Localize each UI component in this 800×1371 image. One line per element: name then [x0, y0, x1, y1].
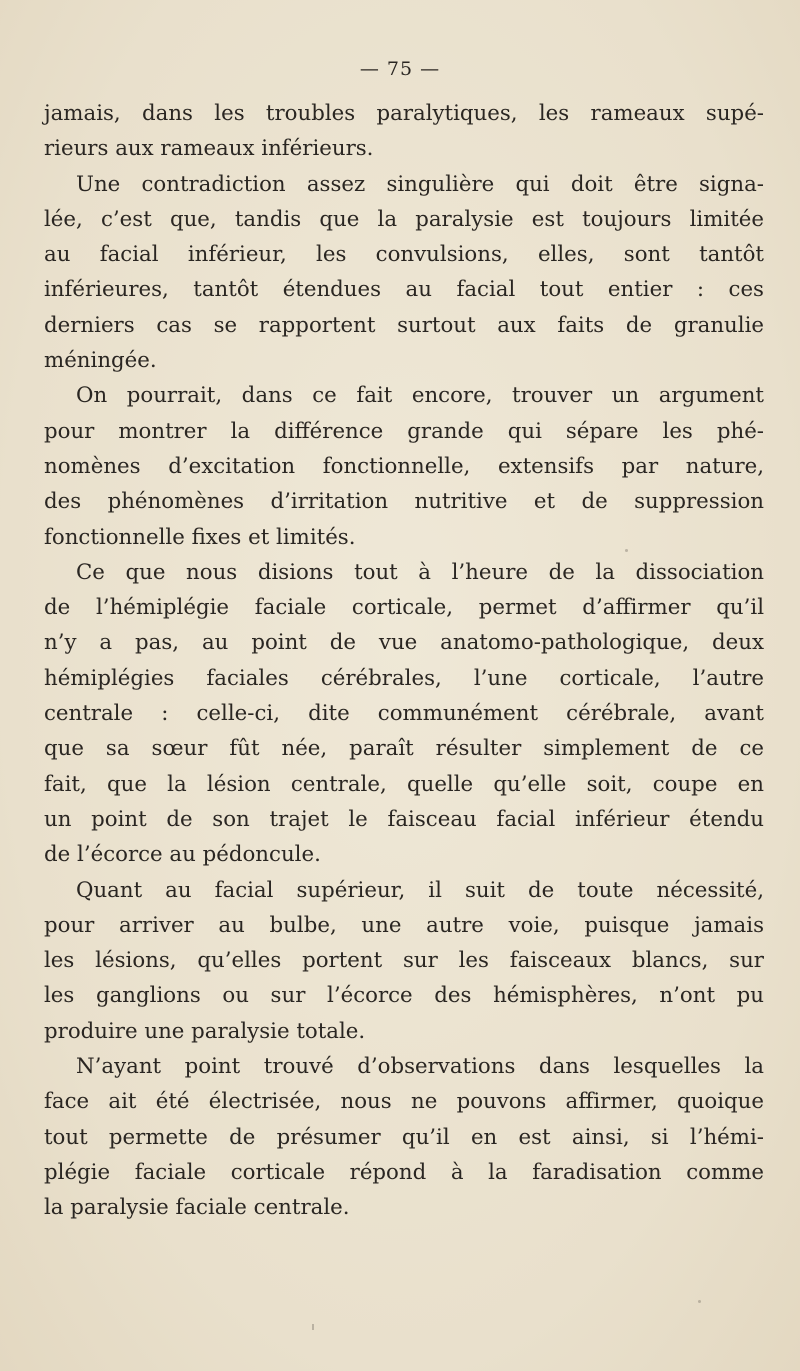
text-line: n’y a pas, au point de vue anatomo-pathologique, deux — [44, 630, 764, 656]
text-line: lée, c’est que, tandis que la paralysie est toujours limitée — [44, 206, 764, 232]
text-line: tout permette de présumer qu’il en est ainsi, si l’hémi- — [44, 1124, 764, 1150]
text-line: centrale : celle-ci, dite communément cérébrale, avant — [44, 701, 764, 727]
text-line: hémiplégies faciales cérébrales, l’une corticale, l’autre — [44, 665, 764, 691]
text-line: fonctionnelle fixes et limités. — [44, 524, 356, 550]
text-line: les ganglions ou sur l’écorce des hémisphères, n’ont pu — [44, 983, 764, 1009]
text-line: plégie faciale corticale répond à la faradisation comme — [44, 1159, 764, 1185]
text-line: rieurs aux rameaux inférieurs. — [44, 136, 374, 162]
text-line: nomènes d’excitation fonctionnelle, extensifs par nature, — [44, 453, 764, 479]
text-line: des phénomènes d’irritation nutritive et de suppression — [44, 489, 764, 515]
text-line: un point de son trajet le faisceau facial inférieur étendu — [44, 806, 764, 832]
text-line: fait, que la lésion centrale, quelle qu’elle soit, coupe en — [44, 771, 764, 797]
text-line: derniers cas se rapportent surtout aux faits de granulie — [44, 312, 764, 338]
paragraph-start-line: On pourrait, dans ce fait encore, trouver un argument — [76, 383, 764, 409]
text-line: méningée. — [44, 348, 157, 374]
page-number: — 75 — — [359, 58, 441, 80]
text-line: au facial inférieur, les convulsions, elles, sont tantôt — [44, 242, 764, 268]
body-text — [44, 96, 764, 1226]
text-line: jamais, dans les troubles paralytiques, les rameaux supé- — [44, 101, 764, 126]
text-line: que sa sœur fût née, paraît résulter simplement de ce — [44, 736, 764, 762]
paragraph-start-line: Quant au facial supérieur, il suit de toute nécessité, — [76, 877, 764, 903]
text-line: pour arriver au bulbe, une autre voie, puisque jamais — [44, 912, 764, 938]
text-line: pour montrer la différence grande qui sépare les phé- — [44, 418, 764, 444]
text-line: face ait été électrisée, nous ne pouvons affirmer, quoique — [44, 1089, 764, 1115]
text-line: inférieures, tantôt étendues au facial tout entier : ces — [44, 277, 764, 303]
paragraph-start-line: Ce que nous disions tout à l’heure de la dissociation — [76, 559, 764, 585]
text-line: la paralysie faciale centrale. — [44, 1195, 350, 1221]
paper-speck — [625, 549, 628, 552]
paper-speck — [698, 1300, 701, 1303]
paragraph-start-line: N’ayant point trouvé d’observations dans lesquelles la — [76, 1054, 764, 1080]
text-line: de l’écorce au pédoncule. — [44, 842, 321, 868]
text-line: de l’hémiplégie faciale corticale, permet d’affirmer qu’il — [44, 595, 764, 621]
paragraph-start-line: Une contradiction assez singulière qui doit être signa- — [76, 171, 764, 197]
text-line: les lésions, qu’elles portent sur les faisceaux blancs, sur — [44, 948, 764, 974]
text-line: produire une paralysie totale. — [44, 1018, 366, 1044]
paper-speck — [312, 1324, 314, 1330]
